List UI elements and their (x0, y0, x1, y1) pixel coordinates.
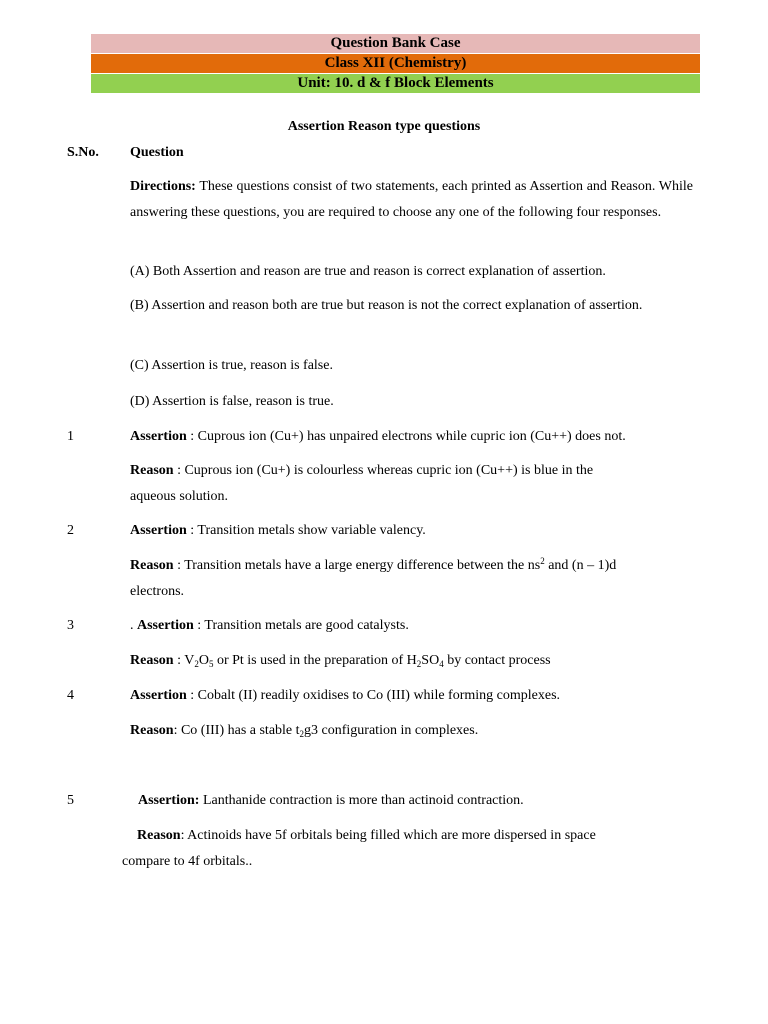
assertion-label: Assertion: (138, 793, 200, 808)
q3-assertion: . Assertion : Transition metals are good catalysts. (130, 618, 409, 633)
assertion-label: Assertion (130, 688, 187, 703)
q5-reason: Reason: Actinoids have 5f orbitals being filled which are more dispersed in space (137, 828, 596, 843)
question-header: Question (130, 145, 184, 160)
q5-assertion: Assertion: Lanthanide contraction is more than actinoid contraction. (138, 793, 524, 808)
q2-assertion: Assertion : Transition metals show variable valency. (130, 523, 426, 538)
option-b: (B) Assertion and reason both are true but reason is not the correct explanation of assertion. (130, 298, 643, 313)
q3-reason: Reason : $V_2O_5$ or Pt is used in the preparation of $H_2SO_4$ by contact process (130, 653, 551, 669)
q1-reason: Reason : Cuprous ion (Cu+) is colourless whereas cupric ion (Cu++) is blue in the (130, 463, 594, 478)
question-number: 1 (67, 429, 74, 444)
question-number: 2 (67, 523, 74, 538)
assertion-label: Assertion (130, 429, 187, 444)
question-number: 4 (67, 688, 74, 703)
q2-reason-cont: electrons. (130, 584, 185, 599)
reason-label: Reason (130, 558, 174, 573)
class-band (91, 54, 700, 73)
option-d: (D) Assertion is false, reason is true. (130, 394, 334, 409)
q1-reason-cont: aqueous solution. (130, 489, 228, 504)
assertion-label: Assertion (130, 523, 187, 538)
question-number: 3 (67, 618, 74, 633)
assertion-label: Assertion (137, 618, 194, 633)
title-band (91, 34, 700, 53)
unit-band (91, 74, 700, 93)
section-title: Assertion Reason type questions (287, 119, 481, 134)
q4-reason: Reason: Co (III) has a stable $t_2g3$ configuration in complexes. (130, 723, 479, 739)
directions-label: Directions: (130, 179, 196, 194)
option-c: (C) Assertion is true, reason is false. (130, 358, 333, 373)
option-a: (A) Both Assertion and reason are true and reason is correct explanation of assertion. (130, 264, 606, 279)
reason-label: Reason (130, 723, 174, 738)
page-title: Question Bank Case (330, 35, 461, 51)
q4-assertion: Assertion : Cobalt (II) readily oxidises to Co (III) while forming complexes. (130, 688, 561, 703)
q2-reason: Reason : Transition metals have a large energy difference between the $ns^2$ and (n – 1)d (130, 556, 617, 573)
question-number: 5 (67, 793, 74, 808)
q1-assertion: Assertion : Cuprous ion (Cu+) has unpaired electrons while cupric ion (Cu++) does not. (130, 429, 626, 444)
reason-label: Reason (137, 828, 181, 843)
reason-label: Reason (130, 653, 174, 668)
unit-line: Unit: 10. d & f Block Elements (297, 75, 494, 91)
directions (130, 174, 693, 225)
directions-text: These questions consist of two statements, each printed as Assertion and Reason. While answering these questions, you are required to choose any one of the following four responses. (130, 179, 694, 220)
q5-reason-cont: compare to 4f orbitals.. (122, 854, 253, 869)
class-line: Class XII (Chemistry) (324, 55, 467, 71)
reason-label: Reason (130, 463, 174, 478)
sno-header: S.No. (67, 145, 99, 160)
